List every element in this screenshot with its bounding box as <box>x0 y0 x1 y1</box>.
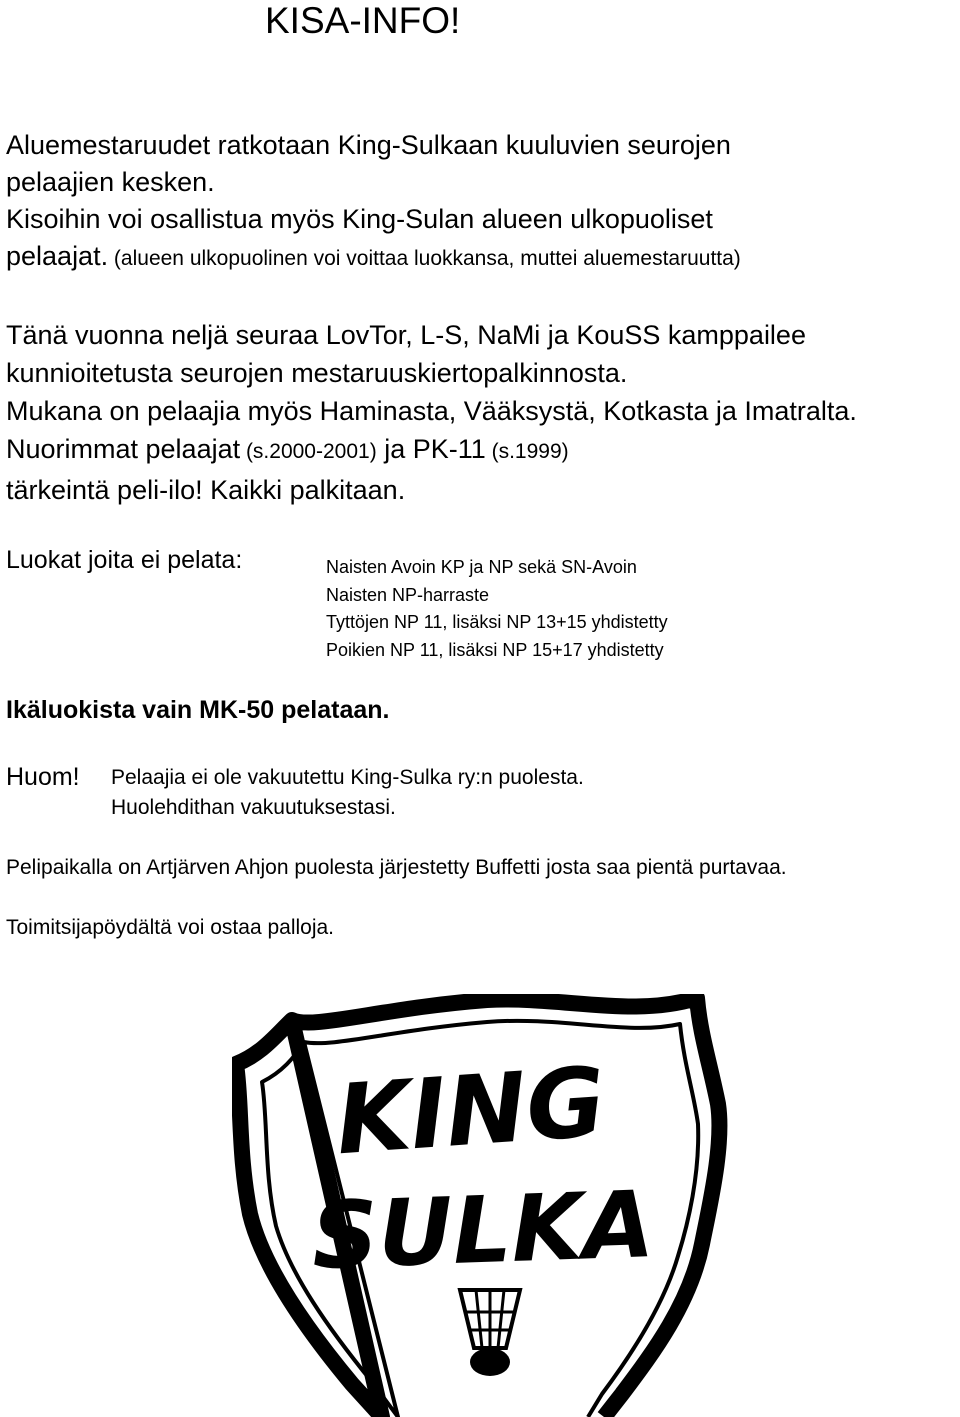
list-item: Naisten Avoin KP ja NP sekä SN-Avoin <box>326 557 637 577</box>
clubs-line-4-b: (s.2000-2001) <box>240 440 377 463</box>
intro-paragraph <box>6 127 741 277</box>
list-item: Naisten NP-harraste <box>326 584 490 605</box>
shuttlecock-icon <box>460 1290 520 1376</box>
clubs-line-4-c: ja PK-11 <box>376 434 486 464</box>
notice-line-1: Pelaajia ei ole vakuutettu King-Sulka ry:n puolesta. <box>111 766 584 789</box>
excluded-classes-label: Luokat joita ei pelata: <box>6 546 243 574</box>
logo-word-sulka: SULKA <box>310 1171 656 1290</box>
intro-line-1: Aluemestaruudet ratkotaan King-Sulkaan kuuluvien seurojen <box>6 130 731 160</box>
clubs-line-3: Mukana on pelaajia myös Haminasta, Vääksystä, Kotkasta ja Imatralta. <box>6 396 857 426</box>
clubs-line-4-a: Nuorimmat pelaajat <box>6 434 241 464</box>
notice-text <box>111 763 584 823</box>
clubs-line-4-d: (s.1999) <box>485 440 569 463</box>
list-item: Poikien NP 11, lisäksi NP 15+17 yhdistetty <box>326 639 664 660</box>
page-title: KISA-INFO! <box>265 0 461 41</box>
clubs-line-2: kunnioitetusta seurojen mestaruuskiertopalkinnosta. <box>6 358 628 388</box>
intro-line-3: Kisoihin voi osallistua myös King-Sulan alueen ulkopuoliset <box>6 204 713 234</box>
intro-line-4-note: (alueen ulkopuolinen voi voittaa luokkansa, muttei aluemestaruutta) <box>108 247 741 270</box>
notice-label: Huom! <box>6 763 80 791</box>
notice-line-2: Huolehdithan vakuutuksestasi. <box>111 796 396 819</box>
intro-line-4-main: pelaajat. <box>6 241 109 271</box>
buffet-note: Pelipaikalla on Artjärven Ahjon puolesta järjestetty Buffetti josta saa pientä purtavaa. <box>6 856 787 879</box>
list-item: Tyttöjen NP 11, lisäksi NP 13+15 yhdistetty <box>326 612 668 632</box>
king-sulka-logo <box>232 994 734 1417</box>
clubs-line-4 <box>6 430 857 471</box>
age-class-note: Ikäluokista vain MK-50 pelataan. <box>6 696 390 724</box>
intro-line-4 <box>6 238 741 277</box>
balls-note: Toimitsijapöydältä voi ostaa palloja. <box>6 916 335 939</box>
intro-line-2: pelaajien kesken. <box>6 167 215 197</box>
excluded-classes-list <box>326 554 668 664</box>
clubs-line-1: Tänä vuonna neljä seuraa LovTor, L-S, NaMi ja KouSS kamppailee <box>6 320 806 350</box>
clubs-line-5: tärkeintä peli-ilo! Kaikki palkitaan. <box>6 475 406 505</box>
logo-word-king: KING <box>332 1045 609 1177</box>
clubs-paragraph <box>6 316 857 509</box>
